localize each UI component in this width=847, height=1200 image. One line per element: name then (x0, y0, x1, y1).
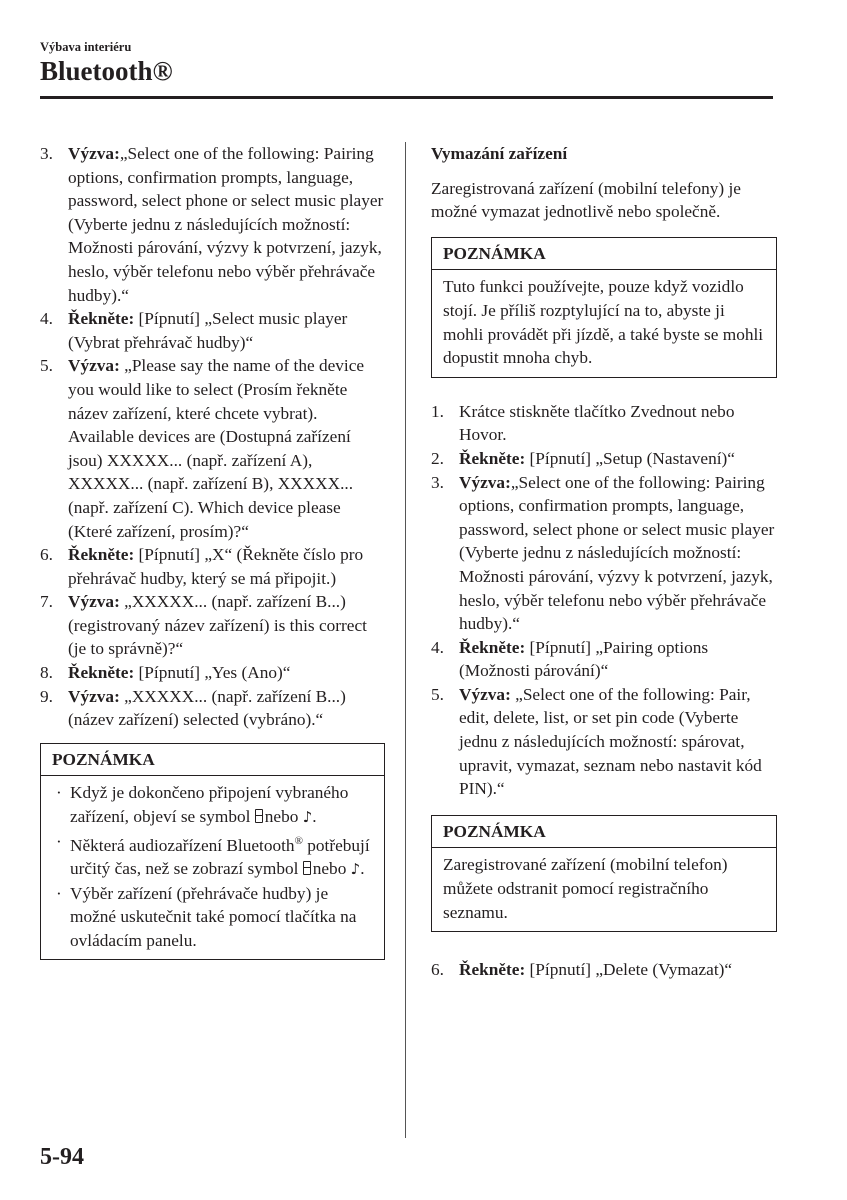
step-number: 5. (40, 356, 53, 376)
right-column (431, 142, 777, 982)
step-number: 2. (431, 448, 444, 468)
step-label: Výzva: (459, 684, 511, 704)
bullet-dot: · (56, 883, 62, 903)
section-label: Výbava interiéru (40, 40, 132, 54)
step-label: Řekněte: (459, 960, 526, 980)
bullet-text: Výběr zařízení (přehrávače hudby) je možné uskutečnit také pomocí tlačítka na ovládacím panelu. (70, 883, 357, 950)
page-title: Bluetooth® (40, 56, 173, 86)
step-number: 3. (40, 144, 53, 163)
step-body: [Pípnutí] „X“ (Řekněte číslo pro přehrávač hudby, který se má připojit.) (68, 545, 364, 588)
list-item (40, 354, 385, 543)
step-label: Výzva: (68, 144, 120, 163)
note-box (431, 237, 777, 378)
list-item (40, 543, 385, 590)
step-label: Výzva: (68, 686, 120, 706)
note-box (431, 815, 777, 932)
step-label: Řekněte: (68, 545, 135, 565)
note-bullet-item (52, 882, 373, 953)
step-number: 5. (431, 684, 444, 704)
note-body: Tuto funkci používejte, pouze když vozidlo stojí. Je příliš rozptylující na to, abyste ji mohli provádět při jízdě, a také byste se mohli dopustit mnoha chyb. (443, 277, 764, 368)
step-body: „XXXXX... (např. zařízení B...) (název zařízení) selected (vybráno).“ (68, 686, 346, 730)
step-text (459, 958, 777, 982)
step-body: [Pípnutí] „Delete (Vymazat)“ (525, 960, 733, 980)
step-label: Výzva: (68, 356, 120, 376)
bullet-dot: · (56, 831, 62, 851)
step-number: 4. (431, 637, 444, 657)
step-body: [Pípnutí] „Select music player (Vybrat přehrávač hudby)“ (68, 309, 348, 352)
step-number: 4. (40, 309, 53, 329)
step-text (68, 661, 385, 685)
bullet-text: Když je dokončeno připojení vybraného zařízení, objeví se symbol nebo ♪. (70, 783, 349, 827)
page-number: 5-94 (40, 1144, 84, 1170)
step-number: 1. (431, 401, 444, 421)
title-rule (40, 96, 773, 99)
music-note-icon: ♪ (350, 859, 361, 878)
step-text (68, 354, 385, 543)
right-steps-list (431, 400, 777, 801)
step-number: 3. (431, 472, 444, 492)
note-bullet-item (52, 830, 373, 882)
step-label: Řekněte: (459, 637, 526, 657)
bullet-text: Některá audiozařízení Bluetooth® potřebují určitý čas, než se zobrazí symbol nebo ♪. (70, 834, 370, 878)
list-item (40, 661, 385, 685)
step-body: [Pípnutí] „Setup (Nastavení)“ (525, 448, 735, 468)
list-item (431, 400, 777, 447)
list-item (40, 142, 385, 307)
note-box (40, 743, 385, 961)
list-item (431, 447, 777, 471)
note-heading: POZNÁMKA (432, 238, 776, 271)
intro-paragraph: Zaregistrovaná zařízení (mobilní telefony) je možné vymazat jednotlivě nebo společně. (431, 178, 741, 222)
step-number: 9. (40, 686, 53, 706)
left-column (40, 142, 385, 960)
list-item (431, 958, 777, 982)
column-divider (405, 142, 406, 1138)
step-body: „XXXXX... (např. zařízení B...) (registrovaný název zařízení) is this correct (je to správně)?“ (68, 592, 367, 659)
phone-icon (303, 861, 311, 875)
step-text (459, 636, 777, 683)
step-number: 7. (40, 592, 53, 612)
step-number: 8. (40, 663, 53, 683)
step-body: „Select one of the following: Pairing options, confirmation prompts, language, password, select phone or select music player (Vyberte jednu z následujících možností: Možnosti párování, výzvy k potvrzení, jazyk, heslo, výběr telefonu nebo výběr přehrávače hudby).“ (68, 144, 384, 305)
step-number: 6. (40, 545, 53, 565)
step-body: Krátce stiskněte tlačítko Zvednout nebo Hovor. (459, 401, 735, 445)
list-item (40, 590, 385, 661)
subheading: Vymazání zařízení (431, 144, 568, 163)
step-body: [Pípnutí] „Pairing options (Možnosti párování)“ (459, 637, 709, 681)
step-text (459, 447, 777, 471)
step-body: „Please say the name of the device you would like to select (Prosím řekněte název zařízení, které chcete vybrat). Available devices are (Dostupná zařízení jsou) XXXXX... (např. zařízení A), XXXXX... (např. zařízení B), XXXXX... (např. zařízení C). Which device please (Které zařízení, prosím)?“ (68, 356, 365, 541)
list-item (431, 636, 777, 683)
step-text (68, 543, 385, 590)
step-text (459, 471, 777, 636)
note-heading: POZNÁMKA (41, 744, 384, 777)
list-item (40, 685, 385, 732)
step-text (68, 685, 385, 732)
step-number: 6. (431, 960, 444, 980)
step-label: Řekněte: (459, 448, 526, 468)
step-text (459, 683, 777, 801)
registered-mark: ® (294, 834, 303, 847)
phone-icon (255, 809, 263, 823)
step-text (459, 400, 777, 447)
left-steps-list (40, 142, 385, 732)
list-item (431, 683, 777, 801)
note-bullet-item (52, 781, 373, 829)
bullet-dot: · (56, 783, 62, 803)
step-body: [Pípnutí] „Yes (Ano)“ (134, 663, 291, 683)
step-text (68, 307, 385, 354)
step-label: Řekněte: (68, 309, 135, 329)
step-body: „Select one of the following: Pair, edit, delete, list, or set pin code (Vyberte jednu z následujících možností: spárovat, upravit, vymazat, seznam nebo nastavit kód PIN).“ (459, 684, 762, 799)
step-label: Výzva: (68, 592, 120, 612)
step-label: Výzva: (459, 472, 511, 492)
step-body: „Select one of the following: Pairing options, confirmation prompts, language, password, select phone or select music player (Vyberte jednu z následujících možností: Možnosti párování, výzvy k potvrzení, jazyk, heslo, výběr telefonu nebo výběr přehrávače hudby).“ (459, 472, 775, 634)
note-body: Zaregistrované zařízení (mobilní telefon) můžete odstranit pomocí registračního seznamu. (443, 855, 728, 922)
note-heading: POZNÁMKA (432, 816, 776, 849)
music-note-icon: ♪ (302, 808, 313, 827)
note-body (41, 776, 384, 959)
step-label: Řekněte: (68, 663, 135, 683)
list-item (431, 471, 777, 636)
step-text (68, 142, 385, 307)
list-item (40, 307, 385, 354)
step-text (68, 590, 385, 661)
